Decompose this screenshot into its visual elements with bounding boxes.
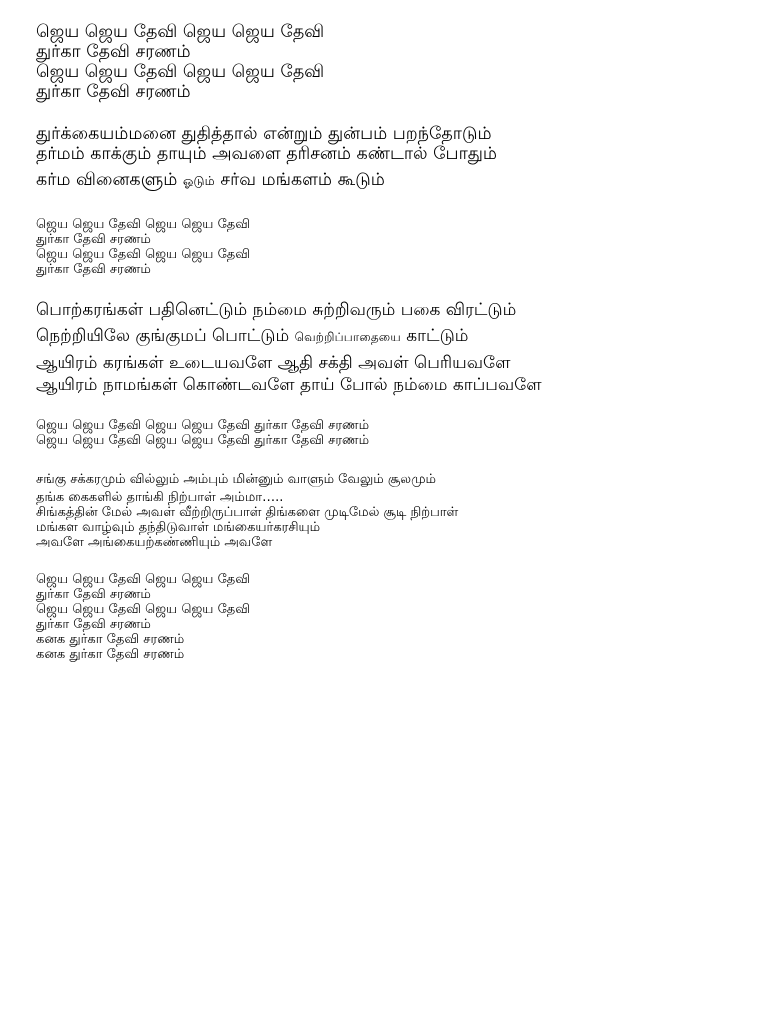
lyric-line: ஜெய ஜெய தேவி ஜெய ஜெய தேவி துர்கா தேவி சரணம் [36, 433, 370, 448]
lyric-line-mixed [36, 325, 736, 348]
lyric-line: பொற்கரங்கள் பதினெட்டும் நம்மை சுற்றிவரும் பகை விரட்டும் [36, 300, 517, 320]
lyric-line: ஜெய ஜெய தேவி ஜெய ஜெய தேவி [36, 572, 251, 587]
lyric-fragment-small: ஓடும் [182, 173, 215, 188]
verse-block-1 [36, 124, 736, 191]
lyric-line: மங்கள வாழ்வும் தந்திடுவாள் மங்கையர்கரசியும் [36, 520, 321, 535]
lyric-line: ஜெய ஜெய தேவி ஜெய ஜெய தேவி [36, 247, 251, 262]
lyric-line: துர்கா தேவி சரணம் [36, 82, 191, 102]
chorus-block-2 [36, 217, 736, 277]
lyric-fragment: சர்வ மங்களம் கூடும் [220, 170, 385, 190]
lyric-line: அவளே அங்கையற்கண்ணியும் அவளே [36, 535, 273, 550]
lyric-line: துர்கா தேவி சரணம் [36, 617, 151, 632]
lyric-line: தர்மம் காக்கும் தாயும் அவளை தரிசனம் கண்டால் போதும் [36, 144, 497, 164]
chorus-block-3 [36, 418, 736, 448]
lyric-fragment-small: வெற்றிப்பாதையை [294, 330, 401, 344]
lyric-line: துர்கா தேவி சரணம் [36, 42, 191, 62]
lyrics-document [36, 22, 736, 662]
lyric-line: கனக துர்கா தேவி சரணம் [36, 647, 185, 662]
lyric-line: சிங்கத்தின் மேல் அவள் வீற்றிருப்பாள் திங்களை முடிமேல் சூடி நிற்பாள் [36, 505, 459, 520]
lyric-line: ஜெய ஜெய தேவி ஜெய ஜெய தேவி [36, 217, 251, 232]
lyric-line: துர்கா தேவி சரணம் [36, 232, 151, 247]
lyric-line: ஆயிரம் நாமங்கள் கொண்டவளே தாய் போல் நம்மை காப்பவளே [36, 375, 542, 395]
lyric-line: ஆயிரம் கரங்கள் உடையவளே ஆதி சக்தி அவள் பெரியவளே [36, 353, 511, 373]
lyric-fragment: காட்டும் [406, 326, 469, 346]
lyric-line: சங்கு சக்கரமும் வில்லும் அம்பும் மின்னும் வாளும் வேலும் சூலமும் [36, 472, 436, 487]
lyric-line: துர்க்கையம்மனை துதித்தால் என்றும் துன்பம் பறந்தோடும் [36, 124, 492, 144]
lyric-line: ஜெய ஜெய தேவி ஜெய ஜெய தேவி [36, 62, 325, 82]
chorus-block-final [36, 572, 736, 662]
verse-block-2 [36, 299, 736, 396]
lyric-line: துர்கா தேவி சரணம் [36, 587, 151, 602]
lyric-line: துர்கா தேவி சரணம் [36, 262, 151, 277]
chorus-block-1 [36, 22, 736, 102]
lyric-fragment: கர்ம வினைகளும் [36, 170, 178, 190]
lyric-line: ஜெய ஜெய தேவி ஜெய ஜெய தேவி [36, 22, 325, 42]
lyric-line: ஜெய ஜெய தேவி ஜெய ஜெய தேவி துர்கா தேவி சரணம் [36, 418, 370, 433]
lyric-line: தங்க கைகளில் தாங்கி நிற்பாள் அம்மா….. [36, 490, 284, 505]
lyric-fragment: நெற்றியிலே குங்குமப் பொட்டும் [36, 326, 290, 346]
lyric-line: கனக துர்கா தேவி சரணம் [36, 632, 185, 647]
lyric-line-mixed [36, 170, 736, 191]
lyric-line: ஜெய ஜெய தேவி ஜெய ஜெய தேவி [36, 602, 251, 617]
verse-block-3 [36, 472, 736, 550]
